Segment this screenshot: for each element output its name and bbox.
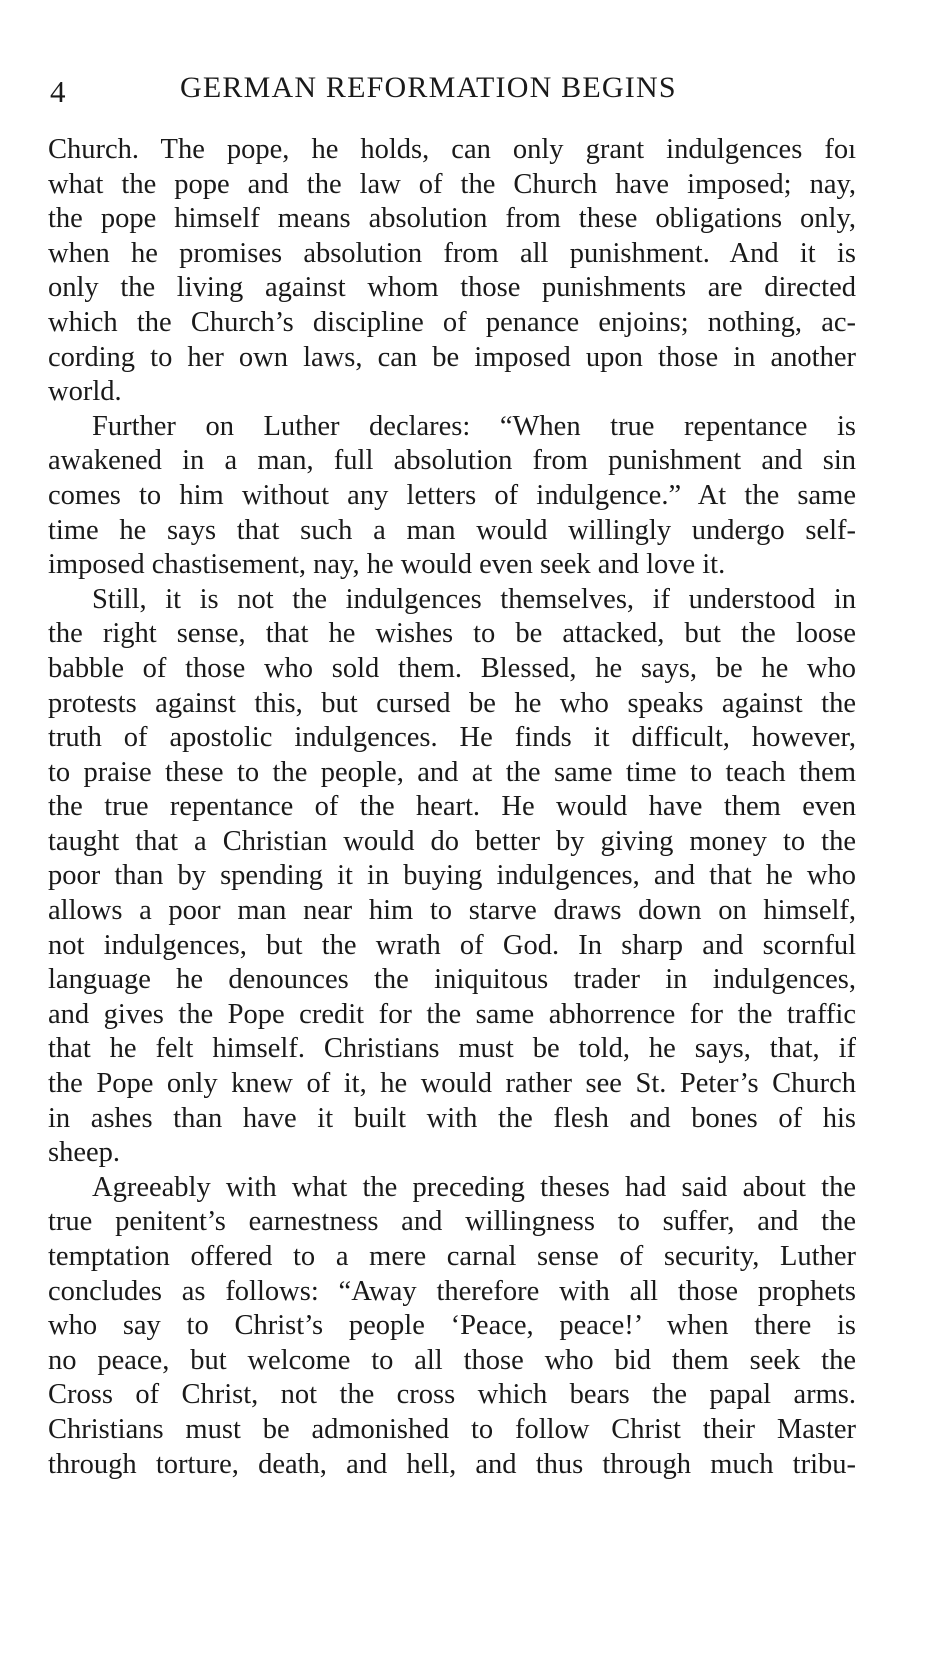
paragraph-4	[48, 1171, 856, 1482]
text-line: through torture, death, and hell, and thus through much tribu-	[48, 1448, 856, 1480]
text-line: awakened in a man, full absolution from punishment and sin	[48, 445, 856, 477]
text-line: Still, it is not the indulgences themselves, if understood in	[92, 583, 856, 615]
page-number: 4	[50, 74, 66, 109]
text-line: cording to her own laws, can be imposed upon those in another	[48, 341, 856, 373]
body-text	[48, 133, 856, 1482]
text-line: Christians must be admonished to follow Christ their Master	[48, 1413, 856, 1445]
text-line: Agreeably with what the preceding theses had said about the	[92, 1171, 856, 1203]
text-line: the right sense, that he wishes to be attacked, but the loose	[48, 618, 856, 650]
text-line: time he says that such a man would willingly undergo self-	[48, 514, 856, 546]
text-line: Cross of Christ, not the cross which bears the papal arms.	[48, 1379, 856, 1411]
text-line: temptation offered to a mere carnal sense of security, Luther	[48, 1241, 856, 1272]
text-line: only the living against whom those punishments are directed	[48, 272, 856, 304]
running-title: GERMAN REFORMATION BEGINS	[180, 71, 677, 104]
text-line: what the pope and the law of the Church have imposed; nay,	[48, 168, 856, 200]
text-line: world.	[48, 376, 122, 408]
text-line: no peace, but welcome to all those who bid them seek the	[48, 1344, 856, 1376]
text-line: that he felt himself. Christians must be told, he says, that, if	[48, 1033, 856, 1065]
text-line: poor than by spending it in buying indulgences, and that he who	[48, 860, 856, 892]
text-line: not indulgences, but the wrath of God. In sharp and scornful	[48, 929, 856, 961]
text-line: imposed chastisement, nay, he would even seek and love it.	[48, 549, 726, 581]
text-line: who say to Christ’s people ‘Peace, peace!’ when there is	[48, 1310, 856, 1342]
text-line: comes to him without any letters of indulgence.” At the same	[48, 479, 856, 511]
text-line: babble of those who sold them. Blessed, he says, be he who	[48, 652, 856, 684]
text-line: true penitent’s earnestness and willingness to suffer, and the	[48, 1206, 856, 1238]
text-line: the pope himself means absolution from these obligations only,	[48, 203, 856, 235]
text-line: truth of apostolic indulgences. He finds it difficult, however,	[48, 722, 856, 754]
text-line: and gives the Pope credit for the same abhorrence for the traffic	[48, 998, 856, 1030]
text-line: language he denounces the iniquitous trader in indulgences,	[48, 964, 856, 996]
paragraph-2	[48, 410, 856, 583]
paragraph-1	[48, 133, 856, 410]
text-line: sheep.	[48, 1137, 121, 1169]
text-line: concludes as follows: “Away therefore with all those prophets	[48, 1275, 856, 1307]
text-line: to praise these to the people, and at the same time to teach them	[48, 756, 856, 788]
text-line: protests against this, but cursed be he who speaks against the	[48, 687, 856, 719]
running-head	[50, 70, 908, 114]
text-line: Church. The pope, he holds, can only grant indulgences foı	[48, 134, 856, 165]
text-line: the Pope only knew of it, he would rather see St. Peter’s Church	[48, 1068, 856, 1100]
text-line: in ashes than have it built with the flesh and bones of his	[48, 1102, 856, 1134]
text-line: allows a poor man near him to starve draws down on himself,	[48, 895, 856, 927]
text-line: when he promises absolution from all punishment. And it is	[48, 237, 856, 269]
text-line: taught that a Christian would do better by giving money to the	[48, 825, 856, 857]
text-line: Further on Luther declares: “When true repentance is	[92, 410, 856, 442]
paragraph-3	[48, 583, 856, 1171]
text-line: which the Church’s discipline of penance enjoins; nothing, ac-	[48, 306, 856, 338]
text-line: the true repentance of the heart. He would have them even	[48, 791, 856, 823]
